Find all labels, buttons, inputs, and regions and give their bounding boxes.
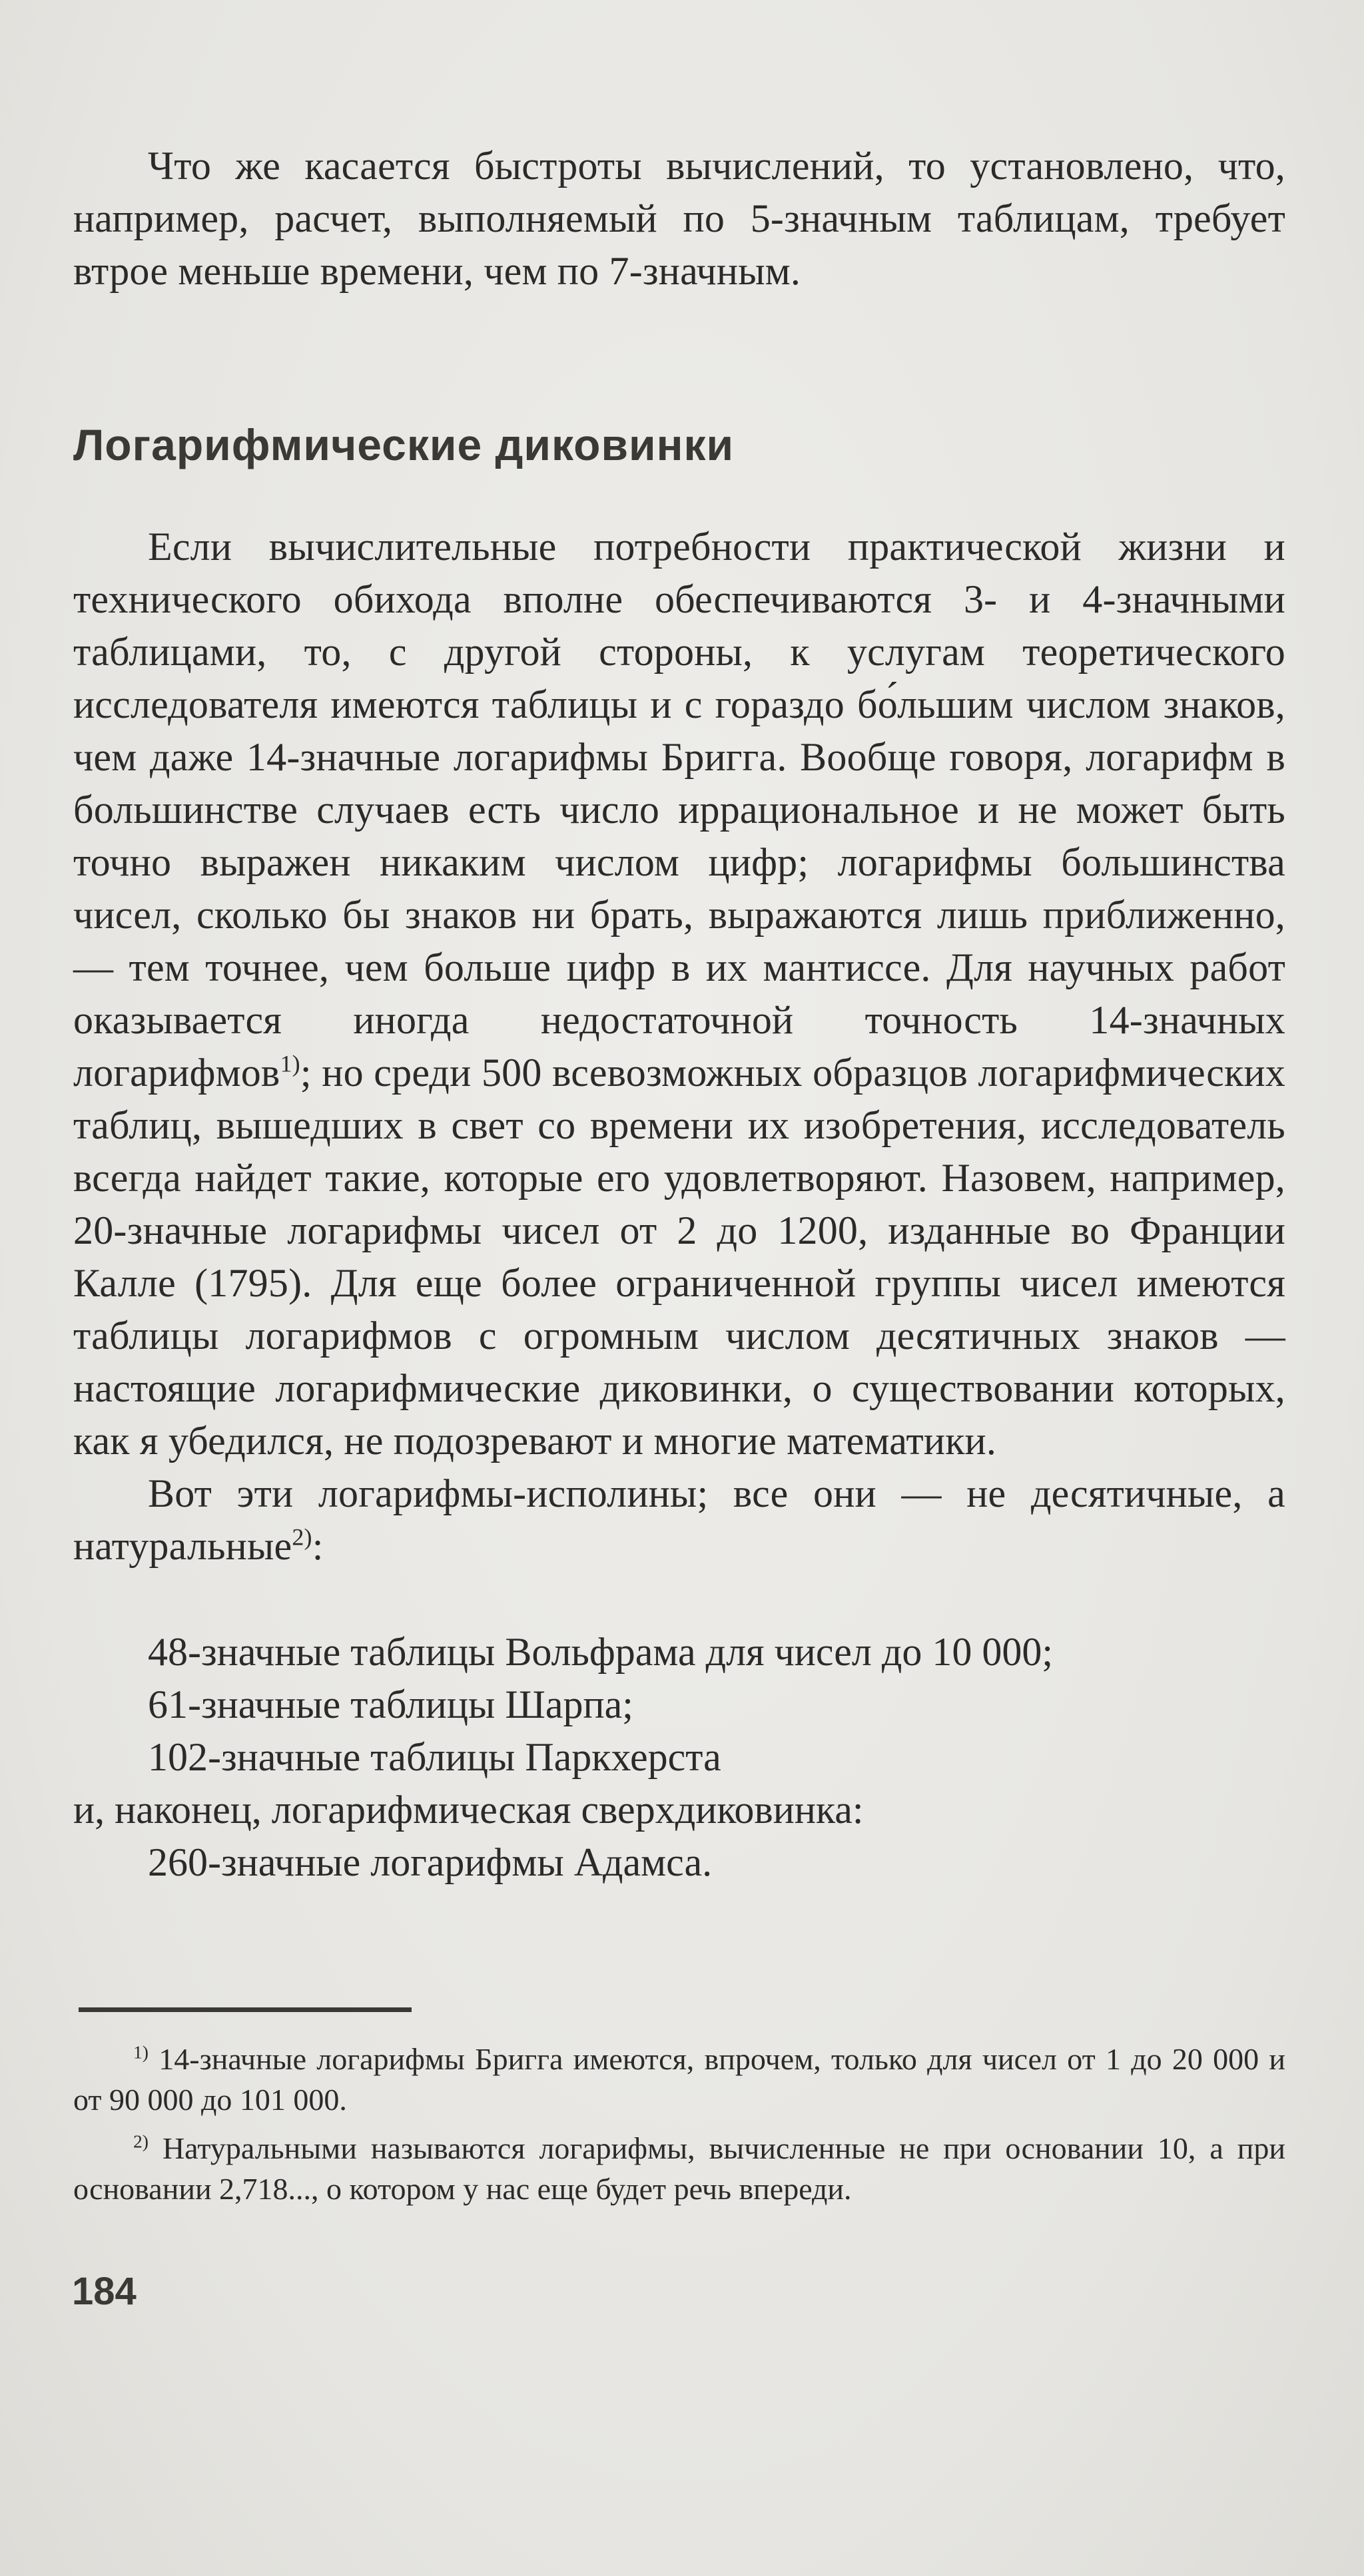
footnote-marker-1: 1)	[133, 2041, 149, 2063]
footnote-ref-1: 1)	[280, 1050, 300, 1077]
footnote-text-1: 14-значные логарифмы Бригга имеются, впрочем, только для чисел от 1 до 20 000 и от 90 000 до 101 000.	[73, 2042, 1285, 2117]
list-item: 61-значные таблицы Шарпа;	[148, 1682, 633, 1726]
list-item: 102-значные таблицы Паркхерста	[148, 1735, 721, 1779]
paragraph-2-part-1: Вот эти логарифмы-исполины; все они — не десятичные, а натуральные	[73, 1471, 1285, 1568]
list-item: 48-значные таблицы Вольфрама для чисел до 10 000;	[148, 1630, 1054, 1674]
paragraph-1-part-1: Если вычислительные потребности практической жизни и технического обихода вполне обеспечиваются 3- и 4-значными таблицами, то, с другой стороны, к услугам теоретического исследователя имеются таблицы и с гораздо бо́льшим числом знаков, чем даже 14-значные логарифмы Бригга. Вообще говоря, логарифм в большинстве случаев есть число иррациональное и не может быть точно выражен никаким числом цифр; логарифмы большинства чисел, сколько бы знаков ни брать, выражаются лишь приближенно, — тем точнее, чем больше цифр в их мантиссе. Для научных работ оказывается иногда недостаточной точность 14-значных логарифмов	[73, 525, 1285, 1095]
footnote-marker-2: 2)	[133, 2131, 149, 2152]
paragraph-2-part-2: :	[312, 1524, 324, 1568]
footnotes	[73, 2039, 1285, 2217]
paragraph-1	[73, 521, 1285, 1467]
intro-paragraph: Что же касается быстроты вычислений, то установлено, что, например, расчет, выполняемый по 5-значным таблицам, требует втрое меньше времени, чем по 7-значным.	[73, 144, 1285, 293]
paragraph-2	[73, 1467, 1285, 1573]
tables-list	[73, 1626, 1285, 1889]
intro-paragraph-block	[73, 140, 1285, 298]
paragraph-1-part-2: ; но среди 500 всевозможных образцов логарифмических таблиц, вышедших в свет со времени их изобретения, исследователь всегда найдет такие, которые его удовлетворяют. Назовем, например, 20-значные логарифмы чисел от 2 до 1200, изданные во Франции Калле (1795). Для еще более ограниченной группы чисел имеются таблицы логарифмов с огромным числом десятичных знаков — настоящие логарифмические диковинки, о существовании которых, как я убедился, не подозревают и многие математики.	[73, 1051, 1285, 1463]
footnote-text-2: Натуральными называются логарифмы, вычисленные не при основании 10, а при основании 2,718..., о котором у нас еще будет речь впереди.	[73, 2131, 1285, 2206]
page-number: 184	[72, 2270, 137, 2313]
footnote-2	[73, 2128, 1285, 2209]
main-text-block	[73, 521, 1285, 1573]
footnote-1	[73, 2039, 1285, 2120]
list-item: и, наконец, логарифмическая сверхдиковинка:	[73, 1788, 864, 1832]
list-item: 260-значные логарифмы Адамса.	[148, 1840, 713, 1884]
section-heading: Логарифмические диковинки	[73, 420, 735, 469]
footnote-ref-2: 2)	[292, 1523, 312, 1551]
footnote-divider	[79, 2007, 412, 2012]
